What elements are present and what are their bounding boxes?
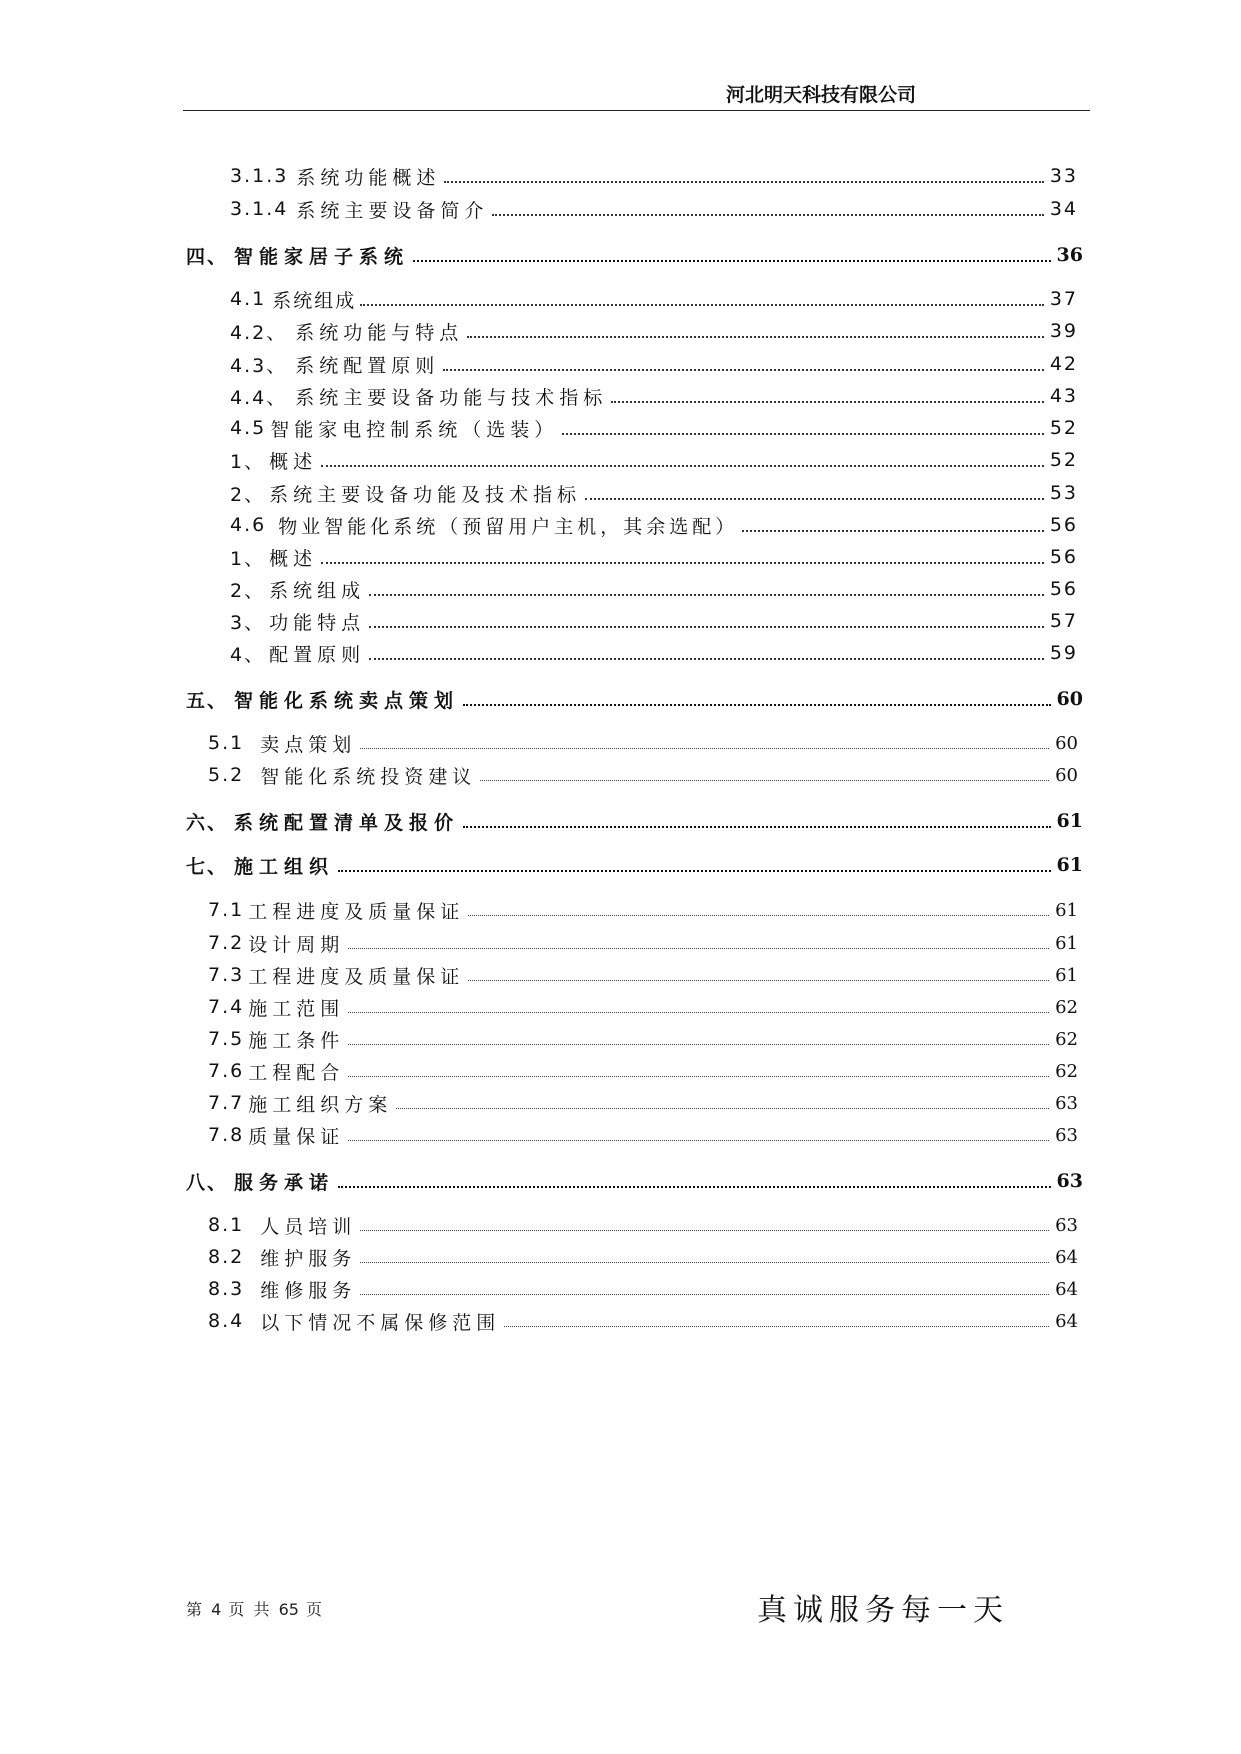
toc-title: 系统功能与特点 [295, 321, 464, 344]
toc-title: 服务承诺 [234, 1171, 335, 1194]
toc-entry-7-3[interactable] [208, 962, 1078, 988]
company-name: 河北明天科技有限公司 [726, 84, 917, 106]
toc-entry-7-2[interactable] [208, 930, 1078, 956]
toc-title: 概述 [269, 547, 318, 570]
toc-entry-4-6[interactable] [230, 512, 1078, 538]
toc-title: 系统主要设备功能及技术指标 [269, 483, 582, 506]
toc-chapter-7[interactable] [186, 852, 1083, 878]
dot-leader [369, 626, 1044, 628]
toc-chapter-6[interactable] [186, 808, 1083, 834]
toc-page-number: 61 [1055, 932, 1078, 954]
toc-title: 人员培训 [260, 1215, 357, 1238]
toc-number: 7.2 [208, 932, 245, 954]
toc-entry-8-2[interactable] [208, 1244, 1078, 1270]
toc-title: 智能家电控制系统（选装） [270, 418, 559, 441]
toc-entry-4-6-3[interactable] [230, 608, 1078, 634]
toc-page-number: 62 [1055, 1060, 1078, 1082]
dot-leader [338, 1186, 1051, 1188]
dot-leader [348, 948, 1049, 949]
toc-entry-4-5[interactable] [230, 415, 1078, 441]
toc-title: 施工组织 [234, 855, 335, 878]
toc-number: 7.1 [208, 899, 245, 921]
toc-entry-8-4[interactable] [208, 1308, 1078, 1334]
toc-page-number: 56 [1049, 514, 1078, 536]
toc-number: 5.1 [208, 732, 245, 754]
dot-leader [338, 870, 1051, 872]
toc-page-number: 33 [1049, 165, 1078, 187]
toc-chapter-8[interactable] [186, 1168, 1083, 1194]
toc-number: 8.2 [208, 1246, 245, 1268]
dot-leader [480, 780, 1049, 781]
toc-entry-4-2[interactable] [230, 318, 1078, 344]
toc-title: 智能化系统卖点策划 [234, 689, 460, 712]
toc-number: 4.5 [230, 417, 267, 439]
dot-leader [369, 594, 1044, 596]
page-indicator [186, 1597, 324, 1620]
toc-title: 卖点策划 [260, 733, 357, 756]
toc-number: 四、 [186, 245, 229, 268]
toc-page-number: 61 [1055, 899, 1078, 921]
toc-chapter-4[interactable] [186, 242, 1083, 268]
toc-entry-7-5[interactable] [208, 1026, 1078, 1052]
toc-title: 施工组织方案 [248, 1093, 393, 1116]
toc-page-number: 61 [1056, 810, 1083, 832]
dot-leader [444, 181, 1043, 183]
dot-leader [585, 498, 1044, 500]
toc-page-number: 57 [1049, 610, 1078, 632]
dot-leader [360, 304, 1044, 306]
toc-number: 4.2、 [230, 321, 288, 344]
toc-page-number: 37 [1049, 288, 1078, 310]
dot-leader [742, 530, 1044, 532]
toc-page-number: 52 [1049, 449, 1078, 471]
dot-leader [360, 1294, 1049, 1295]
dot-leader [504, 1326, 1049, 1327]
toc-number: 4.1 [230, 288, 267, 310]
dot-leader [463, 704, 1051, 706]
toc-number: 7.5 [208, 1028, 245, 1050]
toc-entry-5-1[interactable] [208, 730, 1078, 756]
toc-number: 六、 [186, 811, 229, 834]
toc-entry-7-1[interactable] [208, 897, 1078, 923]
toc-title: 物业智能化系统（预留用户主机，其余选配） [278, 515, 739, 538]
toc-title: 工程进度及质量保证 [248, 965, 465, 988]
page-middle-text: 页 共 [228, 1600, 272, 1619]
dot-leader [360, 1230, 1049, 1231]
toc-page-number: 53 [1049, 482, 1078, 504]
toc-title: 施工条件 [248, 1029, 345, 1052]
toc-number: 3.1.3 [230, 165, 289, 187]
dot-leader [369, 658, 1044, 660]
dot-leader [443, 369, 1044, 371]
dot-leader [463, 826, 1051, 828]
toc-page-number: 64 [1055, 1278, 1078, 1300]
toc-entry-4-3[interactable] [230, 351, 1078, 377]
toc-page-number: 60 [1055, 764, 1078, 786]
toc-title: 系统配置原则 [295, 354, 440, 377]
toc-entry-4-4[interactable] [230, 383, 1078, 409]
toc-number: 4.4、 [230, 386, 288, 409]
toc-entry-4-5-1[interactable] [230, 447, 1078, 473]
dot-leader [348, 1012, 1049, 1013]
toc-number: 1、 [230, 547, 266, 570]
toc-number: 4、 [230, 643, 266, 666]
dot-leader [492, 214, 1043, 216]
toc-page-number: 62 [1055, 996, 1078, 1018]
toc-number: 2、 [230, 483, 266, 506]
toc-entry-5-2[interactable] [208, 762, 1078, 788]
toc-page-number: 60 [1055, 732, 1078, 754]
toc-entry-4-1[interactable] [230, 286, 1078, 312]
toc-number: 8.3 [208, 1278, 245, 1300]
dot-leader [360, 748, 1049, 749]
dot-leader [467, 336, 1044, 338]
toc-title: 以下情况不属保修范围 [260, 1311, 501, 1334]
toc-page-number: 62 [1055, 1028, 1078, 1050]
footer-slogan: 真诚服务每一天 [757, 1593, 1009, 1628]
toc-entry-7-4[interactable] [208, 994, 1078, 1020]
page-suffix: 页 [306, 1600, 325, 1619]
toc-number: 1、 [230, 450, 266, 473]
toc-page-number: 60 [1056, 688, 1083, 710]
dot-leader [348, 1044, 1049, 1045]
dot-leader [396, 1108, 1049, 1109]
toc-title: 智能家居子系统 [234, 245, 410, 268]
toc-number: 7.6 [208, 1060, 245, 1082]
toc-entry-3-1-4[interactable] [230, 196, 1078, 222]
dot-leader [413, 260, 1051, 262]
dot-leader [321, 465, 1044, 467]
toc-page-number: 63 [1055, 1092, 1078, 1114]
toc-page-number: 39 [1049, 320, 1078, 342]
current-page-number: 4 [211, 1600, 222, 1619]
toc-page-number: 64 [1055, 1310, 1078, 1332]
toc-entry-8-1[interactable] [208, 1212, 1078, 1238]
toc-number: 5.2 [208, 764, 245, 786]
dot-leader [348, 1076, 1049, 1077]
toc-page-number: 59 [1049, 642, 1078, 664]
toc-page-number: 56 [1049, 546, 1078, 568]
toc-title: 系统主要设备功能与技术指标 [295, 386, 608, 409]
toc-page-number: 34 [1049, 198, 1078, 220]
toc-entry-4-5-2[interactable] [230, 480, 1078, 506]
dot-leader [611, 401, 1044, 403]
toc-title: 施工范围 [248, 997, 345, 1020]
toc-chapter-5[interactable] [186, 686, 1083, 712]
toc-page-number: 61 [1056, 854, 1083, 876]
dot-leader [321, 562, 1044, 564]
toc-number: 4.6 [230, 514, 267, 536]
total-pages-number: 65 [278, 1600, 299, 1619]
toc-title: 设计周期 [248, 933, 345, 956]
toc-page-number: 43 [1049, 385, 1078, 407]
toc-title: 系统功能概述 [296, 166, 441, 189]
toc-number: 7.7 [208, 1092, 245, 1114]
toc-title: 系统组成 [269, 579, 366, 602]
toc-page-number: 52 [1049, 417, 1078, 439]
toc-entry-7-8[interactable] [208, 1122, 1078, 1148]
toc-entry-7-6[interactable] [208, 1058, 1078, 1084]
dot-leader [468, 915, 1049, 916]
dot-leader [348, 1140, 1049, 1141]
toc-page-number: 42 [1049, 353, 1078, 375]
toc-entry-4-6-4[interactable] [230, 640, 1078, 666]
toc-title: 系统配置清单及报价 [234, 811, 460, 834]
toc-number: 7.8 [208, 1124, 245, 1146]
toc-page-number: 36 [1056, 244, 1083, 266]
toc-number: 7.4 [208, 996, 245, 1018]
toc-number: 八、 [186, 1171, 229, 1194]
toc-number: 4.3、 [230, 354, 288, 377]
toc-number: 七、 [186, 855, 229, 878]
toc-number: 8.1 [208, 1214, 245, 1236]
toc-entry-8-3[interactable] [208, 1276, 1078, 1302]
toc-title: 工程配合 [248, 1061, 345, 1084]
toc-page-number: 56 [1049, 578, 1078, 600]
toc-title: 工程进度及质量保证 [248, 900, 465, 923]
toc-page-number: 63 [1055, 1124, 1078, 1146]
toc-page-number: 63 [1055, 1214, 1078, 1236]
toc-title: 质量保证 [248, 1125, 345, 1148]
toc-number: 2、 [230, 579, 266, 602]
toc-entry-3-1-3[interactable] [230, 163, 1078, 189]
dot-leader [562, 433, 1044, 435]
dot-leader [468, 980, 1049, 981]
toc-title: 系统主要设备简介 [296, 199, 489, 222]
dot-leader [360, 1262, 1049, 1263]
toc-entry-7-7[interactable] [208, 1090, 1078, 1116]
toc-page-number: 63 [1056, 1170, 1083, 1192]
toc-title: 功能特点 [269, 611, 366, 634]
toc-title: 概述 [269, 450, 318, 473]
toc-title: 维护服务 [260, 1247, 357, 1270]
toc-number: 五、 [186, 689, 229, 712]
toc-page-number: 61 [1055, 964, 1078, 986]
toc-title: 配置原则 [269, 643, 366, 666]
toc-page-number: 64 [1055, 1246, 1078, 1268]
toc-number: 8.4 [208, 1310, 245, 1332]
toc-title: 智能化系统投资建议 [260, 765, 477, 788]
toc-title: 系统组成 [272, 289, 357, 312]
toc-number: 3、 [230, 611, 266, 634]
toc-entry-4-6-2[interactable] [230, 576, 1078, 602]
toc-entry-4-6-1[interactable] [230, 544, 1078, 570]
toc-title: 维修服务 [260, 1279, 357, 1302]
toc-number: 7.3 [208, 964, 245, 986]
toc-number: 3.1.4 [230, 198, 289, 220]
page-prefix: 第 [186, 1600, 205, 1619]
